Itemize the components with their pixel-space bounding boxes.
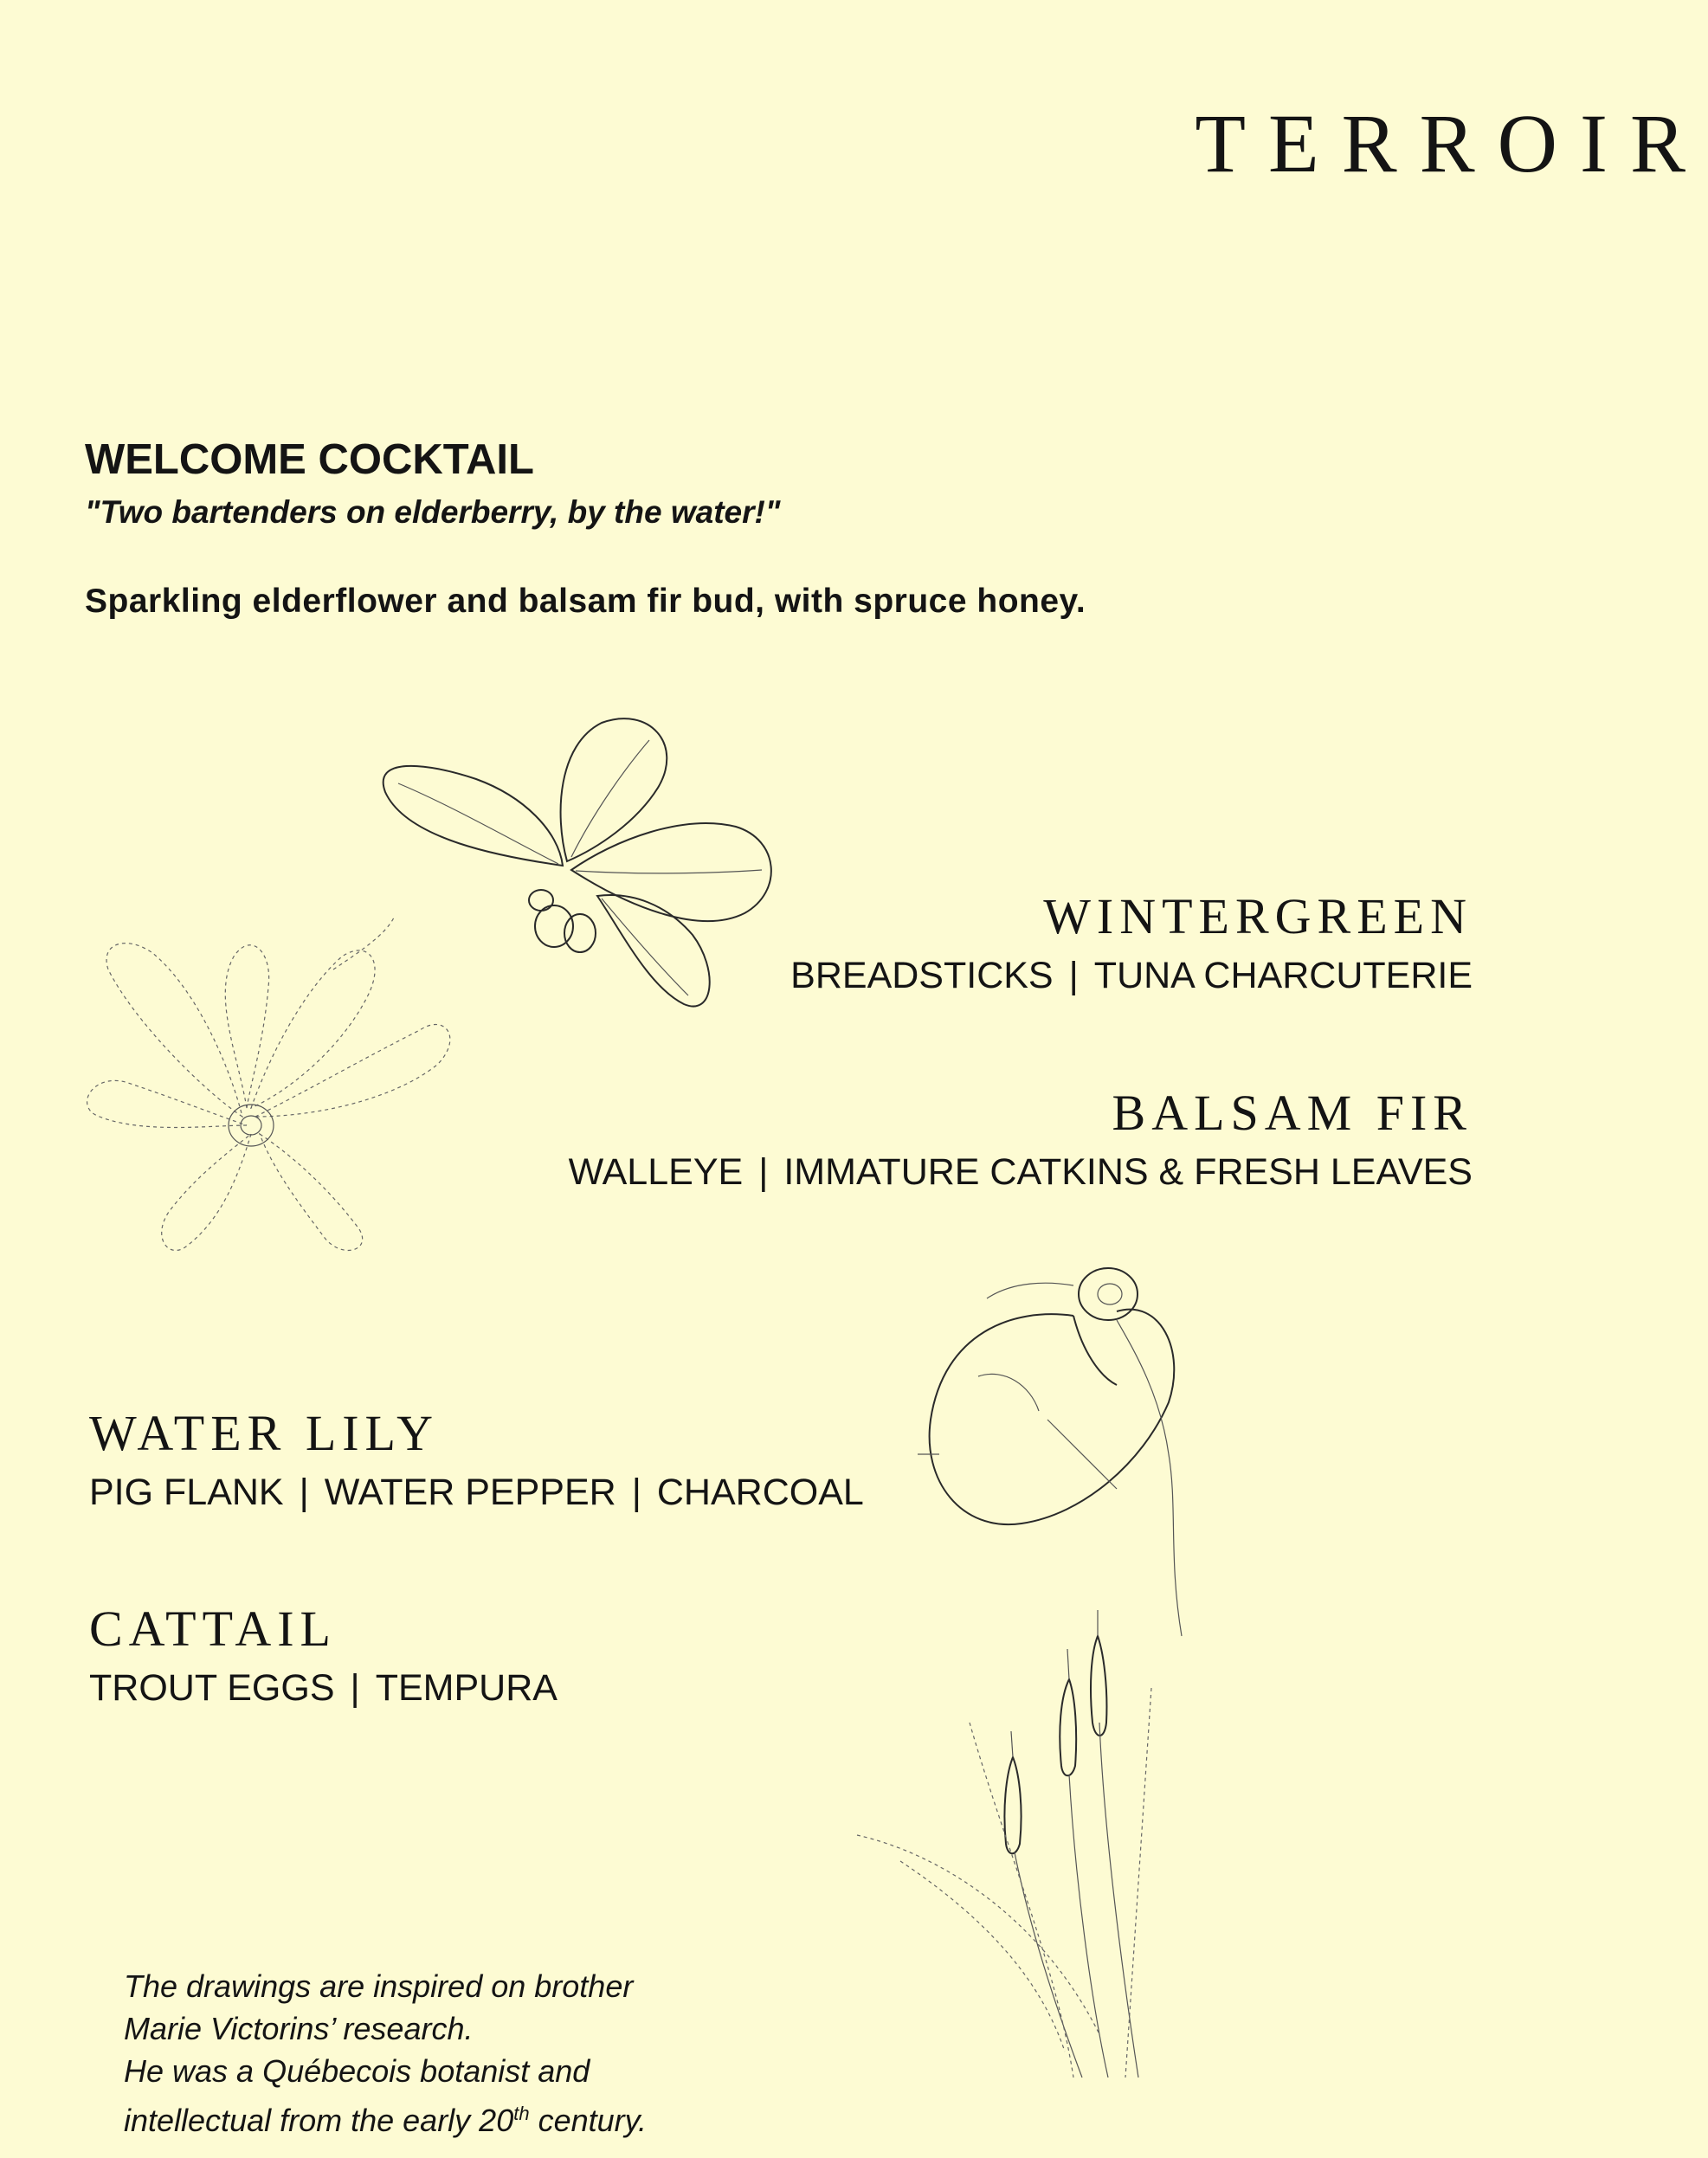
welcome-cocktail-section xyxy=(85,437,1383,621)
separator: | xyxy=(299,1472,309,1513)
welcome-cocktail-heading: WELCOME COCKTAIL xyxy=(85,436,534,483)
water-lily-drawing-icon xyxy=(909,1246,1281,1645)
footnote-line: Marie Victorins’ research. xyxy=(124,2011,474,2046)
dish-balsam-fir xyxy=(568,1085,1473,1193)
ingredient: IMMATURE CATKINS & FRESH LEAVES xyxy=(783,1151,1473,1193)
separator: | xyxy=(350,1667,360,1709)
footnote-text: century. xyxy=(529,2103,647,2138)
page-title: TERROIR xyxy=(1195,97,1708,190)
ingredient: WATER PEPPER xyxy=(324,1472,616,1513)
footnote xyxy=(124,1965,816,2142)
ingredient: TROUT EGGS xyxy=(89,1667,335,1709)
footnote-superscript: th xyxy=(513,2103,530,2124)
dish-name: BALSAM FIR xyxy=(1112,1085,1473,1141)
dish-ingredients xyxy=(89,1667,558,1709)
cattail-drawing-icon xyxy=(848,1601,1195,2086)
ingredient: WALLEYE xyxy=(568,1151,744,1193)
separator: | xyxy=(631,1472,641,1513)
ingredient: TEMPURA xyxy=(375,1667,558,1709)
dish-name: CATTAIL xyxy=(89,1601,337,1657)
footnote-line: He was a Québecois botanist and xyxy=(124,2053,590,2089)
dish-cattail xyxy=(89,1601,558,1709)
dish-ingredients xyxy=(89,1474,864,1511)
separator: | xyxy=(1068,955,1079,996)
footnote-line xyxy=(124,2092,816,2142)
dish-wintergreen xyxy=(790,888,1473,996)
welcome-cocktail-quote: "Two bartenders on elderberry, by the water!" xyxy=(85,493,781,530)
welcome-cocktail-description: Sparkling elderflower and balsam fir bud, with spruce honey. xyxy=(85,582,1086,620)
ingredient: BREADSTICKS xyxy=(790,955,1054,996)
dish-name: WINTERGREEN xyxy=(1043,888,1473,944)
dish-name: WATER LILY xyxy=(89,1405,440,1461)
ingredient: CHARCOAL xyxy=(656,1472,864,1513)
footnote-text: intellectual from the early 20 xyxy=(124,2103,514,2138)
ingredient: PIG FLANK xyxy=(89,1472,284,1513)
balsam-fir-drawing-icon xyxy=(74,918,489,1264)
separator: | xyxy=(758,1151,769,1193)
dish-ingredients xyxy=(790,957,1473,995)
dish-ingredients xyxy=(568,1151,1473,1193)
ingredient: TUNA CHARCUTERIE xyxy=(1093,955,1473,996)
dish-water-lily xyxy=(89,1405,864,1513)
footnote-line: The drawings are inspired on brother xyxy=(124,1968,634,2004)
